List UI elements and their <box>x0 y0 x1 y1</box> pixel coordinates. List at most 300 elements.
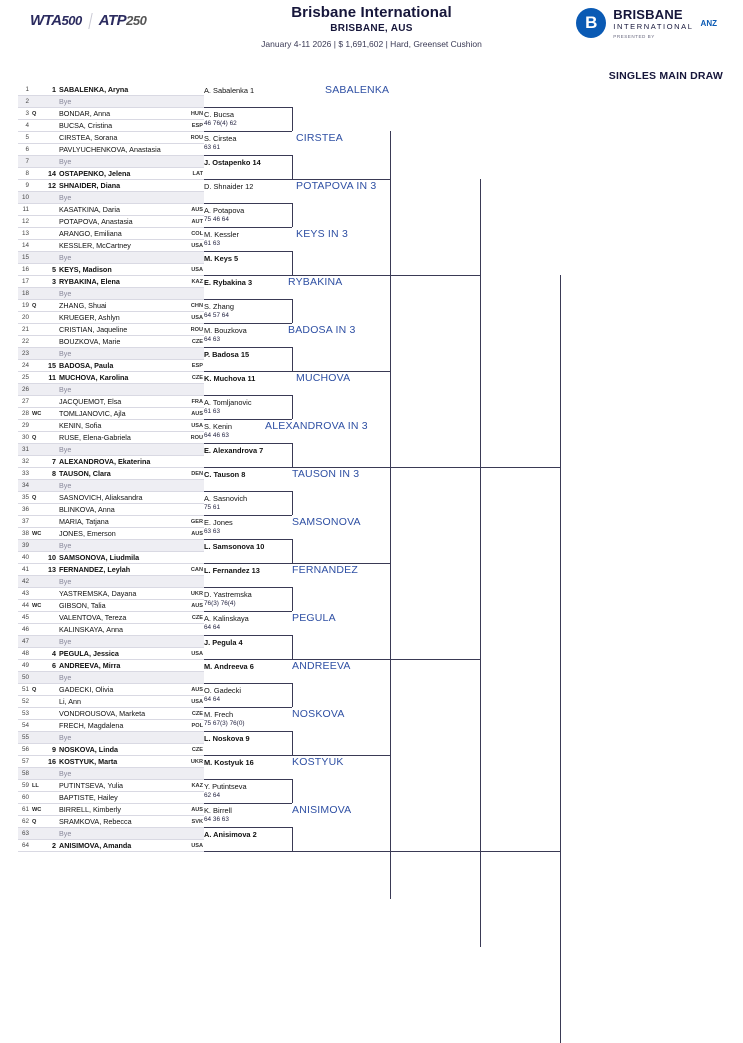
prediction-label: PEGULA <box>292 612 336 624</box>
player-name: SASNOVICH, Aliaksandra <box>59 493 143 502</box>
bracket-connector-vertical <box>292 347 293 371</box>
draw-position: 48 <box>21 650 29 657</box>
table-row[interactable] <box>18 792 204 804</box>
player-name: Bye <box>59 445 72 454</box>
match-winner-name: M. Keys 5 <box>204 254 239 263</box>
table-row[interactable] <box>18 528 204 540</box>
match-winner-name: A. Sabalenka 1 <box>204 86 255 95</box>
table-row[interactable] <box>18 840 204 852</box>
round1-column <box>18 84 204 852</box>
match-result[interactable] <box>204 662 254 671</box>
player-seed: 6 <box>52 661 56 670</box>
match-result[interactable] <box>204 278 252 287</box>
table-row[interactable] <box>18 180 204 192</box>
match-winner-name: J. Ostapenko 14 <box>204 158 261 167</box>
prediction-label: SABALENKA <box>325 84 390 96</box>
tournament-location: BRISBANE, AUS <box>330 23 413 34</box>
player-seed: 3 <box>52 277 56 286</box>
bracket-connector <box>204 299 292 300</box>
match-result[interactable] <box>204 182 253 191</box>
player-name: RYBAKINA, Elena <box>59 277 120 286</box>
draw-position: 34 <box>21 482 29 489</box>
match-winner-name: M. Frech <box>204 710 234 719</box>
table-row[interactable] <box>18 744 204 756</box>
player-name: TAUSON, Clara <box>59 469 111 478</box>
match-winner-name: A. Potapova <box>204 206 245 215</box>
player-seed: 10 <box>48 553 56 562</box>
table-row[interactable] <box>18 696 204 708</box>
bracket-connector-vertical <box>560 275 561 659</box>
match-winner-name: C. Tauson 8 <box>204 470 246 479</box>
player-seed: 5 <box>52 265 56 274</box>
match-result[interactable] <box>204 230 239 247</box>
player-country: AUS <box>191 530 203 537</box>
player-name: BAPTISTE, Hailey <box>59 793 118 802</box>
match-result[interactable] <box>204 398 252 415</box>
prediction-label: KEYS IN 3 <box>296 228 348 240</box>
table-row[interactable] <box>18 504 204 516</box>
match-result[interactable] <box>204 326 247 343</box>
entry-status: WC <box>32 410 42 417</box>
table-row[interactable] <box>18 444 204 456</box>
match-result[interactable] <box>204 758 254 767</box>
bracket-connector-vertical <box>292 779 293 803</box>
draw-position: 28 <box>21 410 29 417</box>
prediction-label: RYBAKINA <box>288 276 343 288</box>
bracket-connector <box>204 803 292 804</box>
draw-position: 21 <box>21 326 29 333</box>
player-name: KOSTYUK, Marta <box>59 757 118 766</box>
match-result[interactable] <box>204 542 264 551</box>
bracket-connector <box>204 755 292 756</box>
player-country: UKR <box>190 590 203 597</box>
bracket-connector <box>204 179 292 180</box>
player-seed: 11 <box>48 373 56 382</box>
table-row[interactable] <box>18 816 204 828</box>
table-row[interactable] <box>18 612 204 624</box>
match-result[interactable] <box>204 374 255 383</box>
player-name: Bye <box>59 673 72 682</box>
table-row[interactable] <box>18 684 204 696</box>
table-row[interactable] <box>18 252 204 264</box>
match-winner-name: A. Sasnovich <box>204 494 248 503</box>
player-country: HUN <box>190 110 203 117</box>
player-seed: 15 <box>48 361 56 370</box>
draw-position: 53 <box>21 710 29 717</box>
table-row[interactable] <box>18 324 204 336</box>
draw-position: 14 <box>21 242 29 249</box>
bracket-connector <box>204 731 292 732</box>
match-result[interactable] <box>204 302 234 319</box>
player-country: USA <box>191 314 203 321</box>
draw-position: 37 <box>21 518 29 525</box>
match-result[interactable] <box>204 206 244 223</box>
player-country: KAZ <box>191 782 203 789</box>
bracket-connector <box>204 227 292 228</box>
draw-position: 18 <box>21 290 29 297</box>
match-winner-name: K. Muchova 11 <box>204 374 256 383</box>
table-row[interactable] <box>18 576 204 588</box>
draw-position: 54 <box>21 722 29 729</box>
match-score: 64 36 63 <box>204 816 229 823</box>
match-result[interactable] <box>204 446 263 455</box>
player-country: CZE <box>191 614 203 621</box>
player-name: FERNANDEZ, Leylah <box>59 565 131 574</box>
draw-position: 9 <box>25 182 29 189</box>
player-country: ROU <box>190 134 203 141</box>
player-seed: 16 <box>48 757 56 766</box>
table-row[interactable] <box>18 300 204 312</box>
table-row[interactable] <box>18 240 204 252</box>
match-winner-name: P. Badosa 15 <box>204 350 250 359</box>
entry-status: Q <box>32 302 37 309</box>
table-row[interactable] <box>18 720 204 732</box>
draw-position: 30 <box>21 434 29 441</box>
player-name: TOMLJANOVIC, Ajla <box>59 409 126 418</box>
table-row[interactable] <box>18 192 204 204</box>
player-country: CZE <box>191 746 203 753</box>
player-country: AUS <box>191 806 203 813</box>
player-name: Bye <box>59 157 72 166</box>
player-country: AUT <box>191 218 203 225</box>
bracket-connector <box>204 203 292 204</box>
table-row[interactable] <box>18 156 204 168</box>
table-row[interactable] <box>18 804 204 816</box>
table-row[interactable] <box>18 312 204 324</box>
match-result[interactable] <box>204 158 261 167</box>
draw-position: 8 <box>25 170 29 177</box>
prediction-label: TAUSON IN 3 <box>292 468 360 480</box>
match-result[interactable] <box>204 614 249 631</box>
player-name: VALENTOVA, Tereza <box>59 613 127 622</box>
match-result[interactable] <box>204 806 232 823</box>
bracket-connector-vertical <box>390 131 391 227</box>
match-score: 75 46 64 <box>204 216 229 223</box>
table-row[interactable] <box>18 408 204 420</box>
player-country: AUS <box>191 686 203 693</box>
table-row[interactable] <box>18 552 204 564</box>
match-result[interactable] <box>204 686 241 703</box>
player-name: JACQUEMOT, Elsa <box>59 397 122 406</box>
match-score: 64 63 <box>204 336 220 343</box>
draw-position: 19 <box>21 302 29 309</box>
player-name: Bye <box>59 349 72 358</box>
tournament-meta: January 4-11 2026 | $ 1,691,602 | Hard, Greenset Cushion <box>261 39 482 49</box>
table-row[interactable] <box>18 264 204 276</box>
bracket-connector <box>204 323 292 324</box>
player-name: PEGULA, Jessica <box>59 649 119 658</box>
player-name: Bye <box>59 577 72 586</box>
match-winner-name: M. Bouzkova <box>204 326 247 335</box>
table-row[interactable] <box>18 468 204 480</box>
bracket-connector-vertical <box>292 443 293 467</box>
player-name: ARANGO, Emiliana <box>59 229 122 238</box>
bracket-connector-vertical <box>480 179 481 371</box>
player-name: FRECH, Magdalena <box>59 721 124 730</box>
draw-position: 61 <box>21 806 29 813</box>
table-row[interactable] <box>18 96 204 108</box>
bracket-connector-vertical <box>292 587 293 611</box>
player-name: BUCSA, Cristina <box>59 121 113 130</box>
draw-position: 51 <box>21 686 29 693</box>
entry-status: WC <box>32 602 42 609</box>
player-name: Bye <box>59 481 72 490</box>
player-name: ANDREEVA, Mirra <box>59 661 121 670</box>
player-name: KRUEGER, Ashlyn <box>59 313 120 322</box>
table-row[interactable] <box>18 660 204 672</box>
player-country: DEN <box>191 470 203 477</box>
table-row[interactable] <box>18 348 204 360</box>
draw-position: 32 <box>21 458 29 465</box>
match-winner-name: C. Bucsa <box>204 110 234 119</box>
draw-position: 41 <box>21 566 29 573</box>
table-row[interactable] <box>18 780 204 792</box>
table-row[interactable] <box>18 336 204 348</box>
match-result[interactable] <box>204 830 257 839</box>
player-name: Bye <box>59 289 72 298</box>
table-row[interactable] <box>18 648 204 660</box>
table-row[interactable] <box>18 516 204 528</box>
wta-logo: WTA500 <box>30 12 82 29</box>
match-result[interactable] <box>204 734 250 743</box>
player-name: MARIA, Tatjana <box>59 517 109 526</box>
bracket-connector <box>204 371 292 372</box>
table-row[interactable] <box>18 564 204 576</box>
presented-by-label: PRESENTED BY <box>613 33 655 39</box>
match-result[interactable] <box>204 470 245 479</box>
player-name: KEYS, Madison <box>59 265 112 274</box>
player-seed: 1 <box>52 85 56 94</box>
match-winner-name: S. Kenin <box>204 422 232 431</box>
table-row[interactable] <box>18 84 204 96</box>
page-header <box>0 0 743 82</box>
player-name: PUTINTSEVA, Yulia <box>59 781 124 790</box>
table-row[interactable] <box>18 636 204 648</box>
draw-position: 62 <box>21 818 29 825</box>
match-winner-name: M. Kostyuk 16 <box>204 758 254 767</box>
match-winner-name: J. Pegula 4 <box>204 638 243 647</box>
match-winner-name: L. Fernandez 13 <box>204 566 260 575</box>
player-country: SVK <box>191 818 203 825</box>
prediction-label: MUCHOVA <box>296 372 351 384</box>
player-country: CZE <box>191 710 203 717</box>
player-country: AUS <box>191 602 203 609</box>
entry-status: Q <box>32 110 37 117</box>
player-name: ZHANG, Shuai <box>59 301 107 310</box>
bracket-connector <box>204 635 292 636</box>
draw-position: 44 <box>21 602 29 609</box>
draw-position: 2 <box>25 98 29 105</box>
draw-position: 47 <box>21 638 29 645</box>
match-result[interactable] <box>204 782 247 799</box>
player-country: KAZ <box>191 278 203 285</box>
match-winner-name: E. Rybakina 3 <box>204 278 253 287</box>
prediction-label: KOSTYUK <box>292 756 344 768</box>
draw-position: 43 <box>21 590 29 597</box>
match-result[interactable] <box>204 590 252 607</box>
draw-position: 49 <box>21 662 29 669</box>
table-row[interactable] <box>18 228 204 240</box>
draw-position: 27 <box>21 398 29 405</box>
table-row[interactable] <box>18 168 204 180</box>
draw-position: 38 <box>21 530 29 537</box>
match-result[interactable] <box>204 350 249 359</box>
table-row[interactable] <box>18 108 204 120</box>
player-country: USA <box>191 422 203 429</box>
bracket-connector-vertical <box>480 563 481 755</box>
match-result[interactable] <box>204 494 247 511</box>
match-result[interactable] <box>204 134 236 151</box>
table-row[interactable] <box>18 480 204 492</box>
brand-name-line2: INTERNATIONAL <box>613 21 694 31</box>
player-seed: 2 <box>52 841 56 850</box>
player-name: Bye <box>59 637 72 646</box>
draw-position: 6 <box>25 146 29 153</box>
player-name: BIRRELL, Kimberly <box>59 805 121 814</box>
draw-position: 35 <box>21 494 29 501</box>
table-row[interactable] <box>18 372 204 384</box>
table-row[interactable] <box>18 432 204 444</box>
table-row[interactable] <box>18 360 204 372</box>
bracket-connector <box>204 587 292 588</box>
player-name: GADECKI, Olivia <box>59 685 114 694</box>
bracket-connector <box>204 611 292 612</box>
draw-position: 25 <box>21 374 29 381</box>
draw-position: 24 <box>21 362 29 369</box>
player-name: SAMSONOVA, Liudmila <box>59 553 140 562</box>
sponsor-logo: ANZ <box>700 18 717 28</box>
draw-position: 59 <box>21 782 29 789</box>
table-row[interactable] <box>18 396 204 408</box>
match-winner-name: Y. Putintseva <box>204 782 247 791</box>
draw-position: 29 <box>21 422 29 429</box>
draw-position: 63 <box>21 830 29 837</box>
draw-position: 50 <box>21 674 29 681</box>
player-country: USA <box>191 650 203 657</box>
match-result[interactable] <box>204 422 232 439</box>
table-row[interactable] <box>18 600 204 612</box>
table-row[interactable] <box>18 420 204 432</box>
bracket-connector <box>390 275 480 276</box>
bracket-connector <box>204 659 292 660</box>
player-country: CZE <box>191 374 203 381</box>
match-winner-name: M. Andreeva 6 <box>204 662 254 671</box>
player-country: ESP <box>191 122 203 129</box>
bracket-connector-vertical <box>292 731 293 755</box>
player-name: BOUZKOVA, Marie <box>59 337 121 346</box>
bracket-connector <box>204 683 292 684</box>
table-row[interactable] <box>18 768 204 780</box>
match-score: 61 63 <box>204 240 220 247</box>
player-name: BLINKOVA, Anna <box>59 505 115 514</box>
match-score: 75 67(3) 76(0) <box>204 720 245 727</box>
table-row[interactable] <box>18 756 204 768</box>
draw-position: 1 <box>25 86 29 93</box>
table-row[interactable] <box>18 492 204 504</box>
prediction-label: ALEXANDROVA IN 3 <box>265 420 368 432</box>
match-score: 64 64 <box>204 696 220 703</box>
draw-position: 58 <box>21 770 29 777</box>
sanctioning-logos <box>30 12 146 29</box>
match-winner-name: S. Zhang <box>204 302 234 311</box>
match-result[interactable] <box>204 110 237 127</box>
player-name: RUSE, Elena-Gabriela <box>59 433 131 442</box>
table-row[interactable] <box>18 204 204 216</box>
table-row[interactable] <box>18 624 204 636</box>
player-name: ALEXANDROVA, Ekaterina <box>59 457 151 466</box>
player-name: POTAPOVA, Anastasia <box>59 217 133 226</box>
table-row[interactable] <box>18 384 204 396</box>
table-row[interactable] <box>18 144 204 156</box>
draw-position: 52 <box>21 698 29 705</box>
bracket-connector <box>204 251 292 252</box>
match-score: 62 64 <box>204 792 220 799</box>
player-country: LAT <box>192 170 203 177</box>
match-result[interactable] <box>204 710 245 727</box>
bracket-connector-vertical <box>292 539 293 563</box>
match-score: 46 76(4) 62 <box>204 120 237 127</box>
player-name: BONDAR, Anna <box>59 109 111 118</box>
player-name: SRAMKOVA, Rebecca <box>59 817 132 826</box>
bracket-connector <box>204 395 292 396</box>
table-row[interactable] <box>18 732 204 744</box>
player-name: KASATKINA, Daria <box>59 205 120 214</box>
table-row[interactable] <box>18 708 204 720</box>
draw-position: 17 <box>21 278 29 285</box>
match-score: 64 46 63 <box>204 432 229 439</box>
draw-position: 26 <box>21 386 29 393</box>
bracket-connector-vertical <box>292 635 293 659</box>
table-row[interactable] <box>18 216 204 228</box>
player-name: Bye <box>59 253 72 262</box>
match-result[interactable] <box>204 638 243 647</box>
draw-position: 42 <box>21 578 29 585</box>
match-result[interactable] <box>204 86 254 95</box>
draw-position: 15 <box>21 254 29 261</box>
match-result[interactable] <box>204 518 233 535</box>
player-country: GER <box>190 518 203 525</box>
player-name: KENIN, Sofia <box>59 421 102 430</box>
draw-position: 22 <box>21 338 29 345</box>
table-row[interactable] <box>18 288 204 300</box>
match-winner-name: A. Tomljanovic <box>204 398 252 407</box>
table-row[interactable] <box>18 132 204 144</box>
player-name: KALINSKAYA, Anna <box>59 625 124 634</box>
bracket-connector-vertical <box>560 659 561 1043</box>
draw-position: 56 <box>21 746 29 753</box>
player-name: Bye <box>59 541 72 550</box>
table-row[interactable] <box>18 456 204 468</box>
player-seed: 4 <box>52 649 56 658</box>
logo-divider <box>88 13 92 29</box>
match-result[interactable] <box>204 566 260 575</box>
match-result[interactable] <box>204 254 238 263</box>
match-winner-name: E. Jones <box>204 518 233 527</box>
table-row[interactable] <box>18 588 204 600</box>
table-row[interactable] <box>18 276 204 288</box>
player-name: Li, Ann <box>59 697 81 706</box>
bracket-connector <box>204 443 292 444</box>
table-row[interactable] <box>18 120 204 132</box>
table-row[interactable] <box>18 828 204 840</box>
tournament-brand <box>576 8 717 39</box>
bracket-connector <box>204 275 292 276</box>
table-row[interactable] <box>18 540 204 552</box>
entry-status: Q <box>32 434 37 441</box>
table-row[interactable] <box>18 672 204 684</box>
draw-position: 33 <box>21 470 29 477</box>
prediction-label: FERNANDEZ <box>292 564 358 576</box>
